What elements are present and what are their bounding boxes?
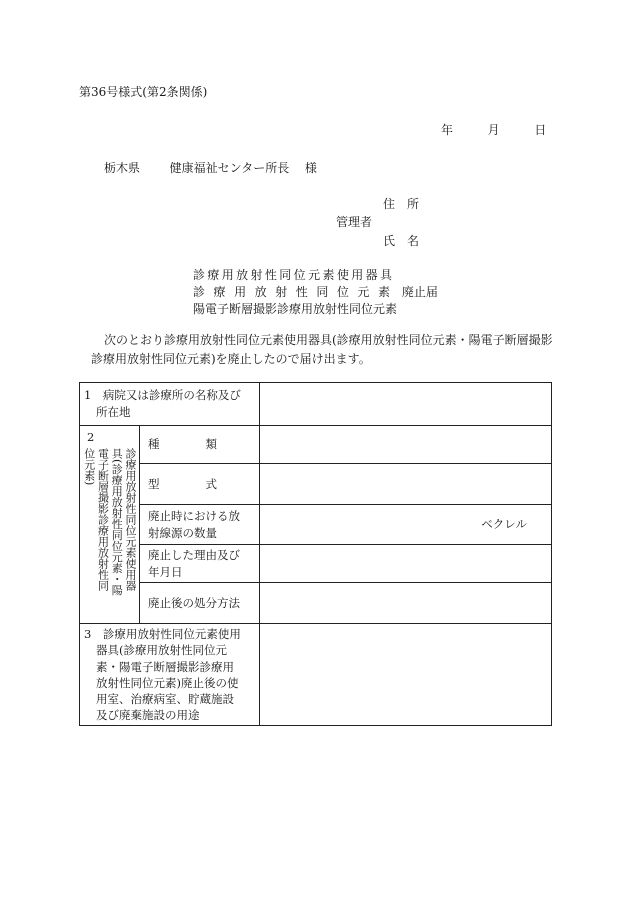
date-month-label: 月 — [487, 123, 500, 137]
device-group-vertical-label: 診療用放射性同位元素使用器具(診療用放射性同位元素・陽電子断層撮影診療用放射性同位元素) — [82, 447, 137, 595]
device-group-number: 2 — [87, 430, 95, 444]
table-row-disposal — [80, 583, 552, 624]
form-number: 第36号様式(第2条関係) — [79, 85, 208, 99]
name-label: 氏 名 — [383, 234, 420, 248]
addressee-prefecture: 栃木県 — [104, 161, 141, 175]
usage-value-cell[interactable] — [260, 624, 552, 726]
disposal-label: 廃止後の処分方法 — [148, 596, 240, 610]
usage-label-line-6: 及び廃棄施設の用途 — [96, 707, 200, 722]
title-line-1: 診療用放射性同位元素使用器具 — [193, 268, 392, 282]
usage-label-line-5: 用室、治療病室、貯蔵施設 — [96, 691, 234, 706]
table-row-reason — [80, 545, 552, 583]
address-label: 住 所 — [383, 197, 420, 211]
facility-value-cell[interactable] — [260, 383, 552, 426]
type-label: 種 類 — [148, 437, 217, 452]
reason-label-cell — [140, 545, 260, 583]
facility-label-line-1: 1 病院又は診療所の名称及び — [84, 388, 241, 403]
title-block — [193, 266, 438, 317]
table-row-type — [80, 426, 552, 464]
usage-label-line-3: 素・陽電子断層撮影診療用 — [96, 659, 234, 674]
disposal-label-cell — [140, 583, 260, 624]
usage-label-line-1: 3 診療用放射性同位元素使用 — [84, 627, 241, 642]
manager-label: 管理者 — [336, 215, 373, 229]
reason-label-line-2: 年月日 — [148, 564, 183, 579]
table-row-quantity — [80, 505, 552, 545]
type-value-cell[interactable] — [260, 426, 552, 464]
quantity-label-line-2: 射線源の数量 — [148, 525, 217, 540]
usage-label-line-2: 器具(診療用放射性同位元 — [96, 643, 227, 658]
quantity-label-cell — [140, 505, 260, 545]
table-row-model — [80, 464, 552, 505]
type-label-cell — [140, 426, 260, 464]
facility-label-line-2: 所在地 — [96, 405, 131, 419]
facility-label-cell — [80, 383, 260, 426]
notification-table — [79, 382, 552, 726]
body-text-line-2: 診療用放射性同位元素)を廃止したので届け出ます。 — [91, 352, 371, 366]
date-line — [441, 121, 546, 138]
body-text-line-1: 次のとおり診療用放射性同位元素使用器具(診療用放射性同位元素・陽電子断層撮影 — [104, 333, 553, 347]
model-label: 型 式 — [148, 476, 217, 491]
addressee-honorific: 様 — [304, 161, 317, 175]
reason-value-cell[interactable] — [260, 545, 552, 583]
title-line-2: 診療用放射性同位元素 — [193, 285, 390, 299]
quantity-label-line-1: 廃止時における放 — [148, 508, 240, 523]
date-year-label: 年 — [441, 123, 454, 137]
table-row-usage — [80, 624, 552, 726]
disposal-value-cell[interactable] — [260, 583, 552, 624]
quantity-value-cell[interactable] — [260, 505, 552, 545]
model-value-cell[interactable] — [260, 464, 552, 505]
table-row-facility — [80, 383, 552, 426]
usage-label-cell — [80, 624, 260, 726]
usage-label-line-4: 放射性同位元素)廃止後の使 — [96, 675, 239, 690]
date-day-label: 日 — [534, 123, 547, 137]
title-line-3: 陽電子断層撮影診療用放射性同位元素 — [193, 302, 398, 316]
addressee-office: 健康福祉センター所長 — [169, 161, 290, 175]
reason-label-line-1: 廃止した理由及び — [148, 548, 240, 562]
model-label-cell — [140, 464, 260, 505]
addressee — [104, 159, 317, 176]
title-suffix: 廃止届 — [401, 285, 438, 299]
becquerel-unit: ベクレル — [481, 517, 527, 532]
device-group-label-cell — [80, 426, 140, 624]
